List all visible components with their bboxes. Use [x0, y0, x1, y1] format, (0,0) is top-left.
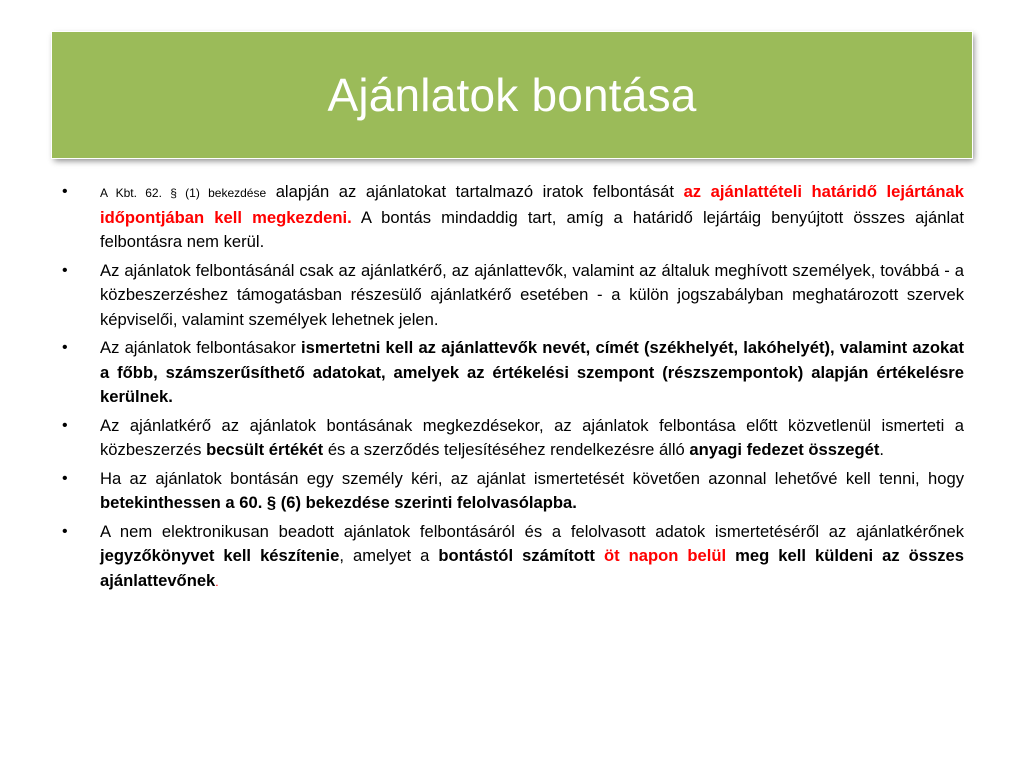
bullet-item-5	[62, 467, 964, 516]
bullet-icon: •	[62, 469, 68, 487]
text-run: Az ajánlatok felbontásánál csak az ajánlatkérő, az ajánlattevők, valamint az általuk meghívott személyek, továbbá - a közbeszerzéshez támogatásban részesülő ajánlatkérő esetében - a külön jogszabályban meghatározott szervek képviselői, valamint személyek lehetnek jelen.	[100, 260, 964, 329]
bullet-icon: •	[62, 416, 68, 434]
text-run: A bontás mindaddig tart, amíg a határidő lejártáig benyújtott összes ajánlat felbontásra nem kerül.	[100, 207, 964, 251]
text-run-bold: meg kell küldeni az összes ajánlattevőnek	[100, 546, 964, 590]
slide-title: Ajánlatok bontása	[327, 69, 697, 121]
bullet-item-3	[62, 336, 964, 410]
text-run: Ha az ajánlatok bontásán egy személy kéri, az ajánlat ismertetését követően azonnal lehetővé kell tenni, hogy	[100, 468, 964, 488]
bullet-icon: •	[62, 339, 68, 356]
text-run: A Kbt. 62. § (1) bekezdése	[100, 186, 267, 200]
text-run: alapján az ajánlatokat tartalmazó iratok felbontását	[266, 182, 684, 201]
text-run: Az ajánlatkérő az ajánlatok bontásának megkezdésekor, az ajánlatok felbontása előtt közvetlenül ismerteti a közbeszerzés	[100, 415, 964, 459]
bullet-icon: •	[62, 261, 68, 279]
text-run-bold: betekinthessen a 60. § (6) bekezdése szerinti felolvasólapba.	[100, 493, 577, 512]
text-run: .	[879, 440, 884, 459]
text-run-emphasis: az ajánlattételi határidő lejártának időpontjában kell megkezdeni.	[100, 182, 964, 227]
bullet-item-6	[62, 520, 964, 595]
text-run: és a szerződés teljesítéséhez rendelkezésre álló	[323, 440, 690, 459]
text-run: .	[215, 574, 219, 589]
text-run-bold: anyagi fedezet összegét	[689, 440, 880, 459]
text-run-emphasis: öt napon belül	[603, 546, 727, 565]
text-run-bold: becsült értékét	[206, 440, 324, 459]
bullet-list	[62, 180, 964, 598]
text-run: A nem elektronikusan beadott ajánlatok felbontásáról és a felolvasott adatok ismertetéséről az ajánlatkérőnek	[100, 521, 964, 541]
bullet-item-4	[62, 414, 964, 463]
text-run-bold: jegyzőkönyvet kell készítenie	[100, 546, 340, 565]
text-run-bold: ismertetni kell az ajánlattevők nevét, címét (székhelyét, lakóhelyét), valamint azokat a főbb, számszerűsíthető adatokat, amelyek az értékelési szempont (részszempontok) alapján értékelésre kerülnek.	[100, 338, 964, 406]
text-run: Az ajánlatok felbontásakor	[100, 338, 302, 357]
text-run-bold: bontástól számított	[438, 546, 604, 565]
text-run: , amelyet a	[339, 546, 439, 565]
bullet-item-1	[62, 180, 964, 255]
bullet-icon: •	[62, 522, 68, 540]
bullet-item-2	[62, 259, 964, 333]
bullet-icon: •	[62, 183, 68, 200]
title-band	[52, 32, 972, 158]
